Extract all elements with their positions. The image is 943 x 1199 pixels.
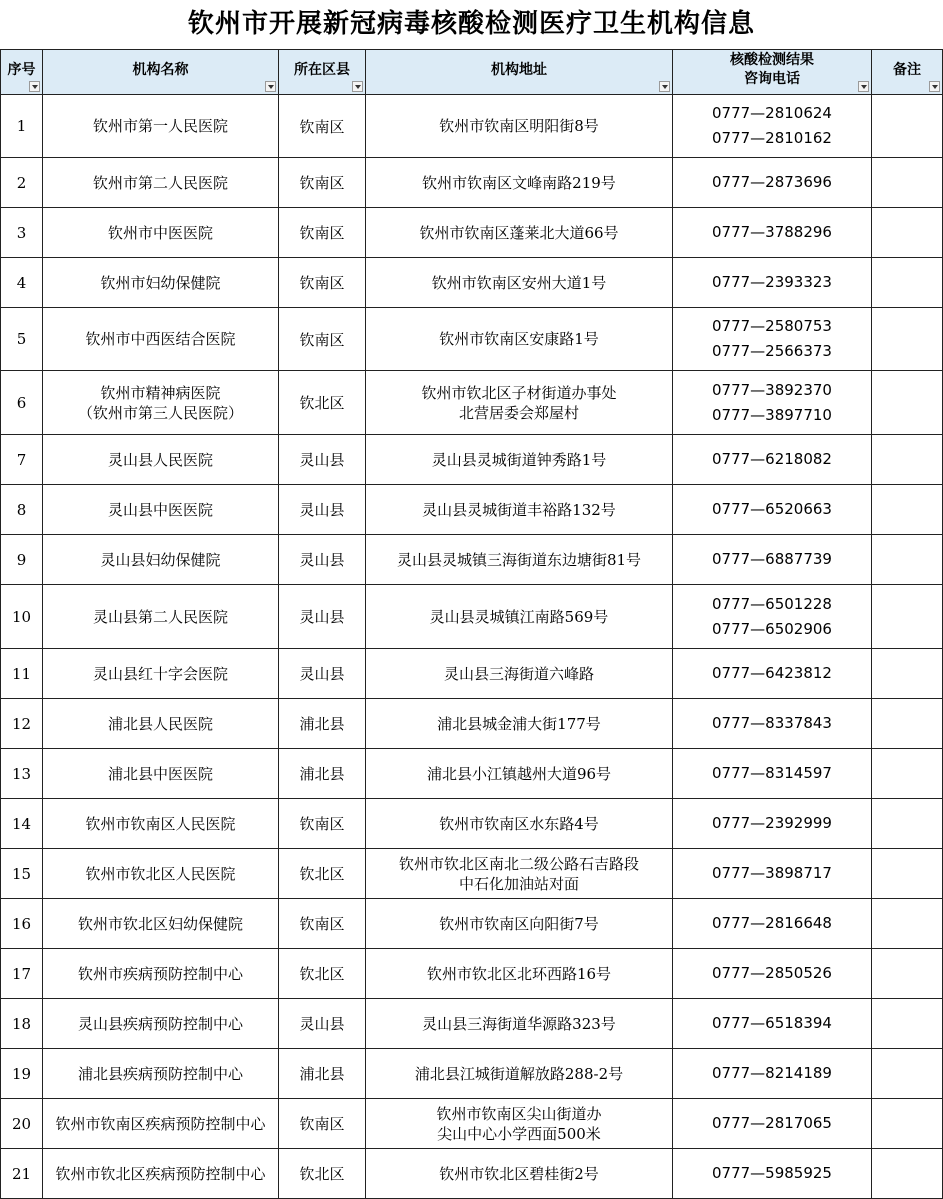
cell-address[interactable] [366,699,673,749]
table-row [1,1049,943,1099]
cell-address[interactable] [366,949,673,999]
phone-number: 0777—8214189 [712,1064,832,1082]
address-line: 灵山县灵城镇三海街道东边塘街81号 [396,550,642,569]
cell-remark[interactable] [872,749,943,799]
row-number: 5 [16,330,27,348]
cell-district[interactable] [279,158,366,208]
cell-district[interactable] [279,208,366,258]
table-row [1,799,943,849]
institution-name-line: 钦州市疾病预防控制中心 [77,964,243,983]
cell-institution-name[interactable] [43,849,279,899]
cell-institution-name[interactable] [43,535,279,585]
header-phone-label-1: 核酸检测结果 [730,52,814,68]
cell-no[interactable] [1,1149,43,1199]
header-name [43,50,279,95]
cell-address[interactable] [366,799,673,849]
district-text: 钦南区 [299,224,345,242]
cell-remark[interactable] [872,1049,943,1099]
district-text: 浦北县 [299,715,345,733]
district-text: 钦北区 [299,865,345,883]
cell-no[interactable] [1,749,43,799]
phone-number: 0777—6218082 [712,450,832,468]
institution-name-line: 浦北县人民医院 [107,714,213,733]
sheet-title: 钦州市开展新冠病毒核酸检测医疗卫生机构信息 [187,9,755,39]
address-line: 钦州市钦南区安康路1号 [439,330,599,348]
cell-phone[interactable] [673,585,872,649]
cell-district[interactable] [279,849,366,899]
institution-name-line: 钦州市精神病医院 [100,383,221,402]
phone-number: 0777—8314597 [712,764,832,782]
address-line: 钦州市钦南区文峰南路219号 [422,173,616,192]
cell-no[interactable] [1,435,43,485]
row-number: 11 [11,664,32,683]
cell-remark[interactable] [872,1099,943,1149]
phone-number: 0777—3892370 [712,380,832,399]
table-row [1,1099,943,1149]
cell-phone[interactable] [673,999,872,1049]
cell-institution-name[interactable] [43,799,279,849]
cell-phone[interactable] [673,1099,872,1149]
filter-dropdown-icon[interactable] [29,81,40,92]
cell-institution-name[interactable] [43,999,279,1049]
cell-no[interactable] [1,208,43,258]
row-number: 16 [11,914,32,933]
header-district [279,50,366,95]
institution-name-line: 灵山县疾病预防控制中心 [77,1014,243,1033]
cell-remark[interactable] [872,95,943,158]
cell-no[interactable] [1,849,43,899]
row-number: 3 [16,223,27,242]
phone-number: 0777—3788296 [712,223,832,241]
cell-district[interactable] [279,649,366,699]
address-line: 中石化加油站对面 [458,874,579,893]
cell-institution-name[interactable] [43,208,279,258]
row-number: 9 [16,550,27,569]
row-number: 13 [11,764,32,783]
row-number: 1 [16,117,27,135]
header-row [1,50,943,95]
cell-institution-name[interactable] [43,1149,279,1199]
cell-district[interactable] [279,799,366,849]
address-line: 钦州市钦北区北环西路16号 [426,964,612,983]
cell-district[interactable] [279,1049,366,1099]
filter-dropdown-icon[interactable] [659,81,670,92]
table-row [1,699,943,749]
cell-remark[interactable] [872,999,943,1049]
table-row [1,371,943,435]
phone-number: 0777—6518394 [712,1014,832,1032]
cell-district[interactable] [279,699,366,749]
table-row [1,95,943,158]
cell-no[interactable] [1,535,43,585]
filter-dropdown-icon[interactable] [265,81,276,92]
header-phone [673,50,872,95]
institution-name-line: 钦州市钦北区疾病预防控制中心 [55,1164,266,1183]
cell-phone[interactable] [673,485,872,535]
cell-no[interactable] [1,485,43,535]
table-row [1,308,943,371]
cell-district[interactable] [279,949,366,999]
institution-name-line: 钦州市钦北区人民医院 [85,864,236,883]
header-name-label: 机构名称 [132,61,189,78]
cell-remark[interactable] [872,435,943,485]
phone-number: 0777—3897710 [712,405,832,424]
cell-address[interactable] [366,1049,673,1099]
phone-number: 0777—6502906 [712,619,832,638]
institution-name-line: 钦州市钦北区妇幼保健院 [77,914,243,933]
cell-remark[interactable] [872,208,943,258]
district-text: 钦南区 [299,330,345,349]
row-number: 17 [11,964,32,983]
cell-district[interactable] [279,485,366,535]
cell-address[interactable] [366,371,673,435]
cell-district[interactable] [279,95,366,158]
cell-phone[interactable] [673,535,872,585]
cell-no[interactable] [1,999,43,1049]
cell-remark[interactable] [872,585,943,649]
cell-address[interactable] [366,208,673,258]
row-number: 10 [11,607,32,626]
row-number: 4 [16,273,27,292]
district-text: 钦南区 [299,117,345,136]
district-text: 钦南区 [299,915,345,933]
table-row [1,258,943,308]
cell-institution-name[interactable] [43,699,279,749]
cell-remark[interactable] [872,158,943,208]
row-number: 20 [11,1114,32,1133]
cell-address[interactable] [366,649,673,699]
table-row [1,949,943,999]
address-line: 灵山县灵城街道钟秀路1号 [431,450,607,469]
header-address-label: 机构地址 [491,61,547,78]
cell-no[interactable] [1,371,43,435]
table-row [1,899,943,949]
cell-remark[interactable] [872,258,943,308]
district-text: 钦南区 [299,174,345,192]
header-no [1,50,43,95]
district-text: 钦南区 [299,815,345,833]
cell-address[interactable] [366,158,673,208]
cell-phone[interactable] [673,899,872,949]
table-row [1,585,943,649]
cell-address[interactable] [366,308,673,371]
address-line: 浦北县小江镇越州大道96号 [426,764,612,783]
institution-name-line: 灵山县中医医院 [107,500,213,519]
cell-no[interactable] [1,585,43,649]
row-number: 2 [16,173,27,192]
cell-phone[interactable] [673,435,872,485]
institution-name-line: 浦北县中医医院 [107,764,213,783]
district-text: 钦南区 [299,274,345,292]
cell-address[interactable] [366,485,673,535]
cell-phone[interactable] [673,208,872,258]
institution-name-line: 钦州市钦南区疾病预防控制中心 [55,1114,266,1133]
row-number: 19 [11,1064,32,1083]
cell-phone[interactable] [673,699,872,749]
cell-phone[interactable] [673,949,872,999]
cell-remark[interactable] [872,849,943,899]
institution-name-line: 钦州市第一人民医院 [92,117,228,135]
institution-name-line: 钦州市第二人民医院 [92,173,228,192]
institution-name-line: 浦北县疾病预防控制中心 [77,1064,243,1083]
cell-district[interactable] [279,1149,366,1199]
cell-district[interactable] [279,1099,366,1149]
header-district-label: 所在区县 [294,61,350,78]
cell-address[interactable] [366,999,673,1049]
cell-address[interactable] [366,1149,673,1199]
cell-institution-name[interactable] [43,308,279,371]
address-line: 钦州市钦南区蓬莱北大道66号 [419,223,619,242]
cell-institution-name[interactable] [43,371,279,435]
phone-number: 0777—2810162 [712,129,832,147]
cell-institution-name[interactable] [43,649,279,699]
header-remark-label: 备注 [893,61,921,78]
cell-phone[interactable] [673,308,872,371]
cell-address[interactable] [366,899,673,949]
cell-district[interactable] [279,435,366,485]
district-text: 灵山县 [299,1015,345,1033]
cell-remark[interactable] [872,699,943,749]
phone-number: 0777—2810624 [712,104,832,122]
address-line: 钦州市钦南区安州大道1号 [431,273,607,292]
table-row [1,485,943,535]
cell-no[interactable] [1,258,43,308]
address-line: 尖山中心小学西面500米 [437,1124,601,1143]
cell-no[interactable] [1,1099,43,1149]
address-line: 灵山县三海街道六峰路 [443,664,594,683]
row-number: 12 [11,714,32,733]
table-row [1,649,943,699]
filter-dropdown-icon[interactable] [858,81,869,92]
phone-number: 0777—2580753 [712,317,832,335]
cell-phone[interactable] [673,1049,872,1099]
cell-institution-name[interactable] [43,749,279,799]
institution-name-line: 钦州市中医医院 [107,223,213,242]
phone-number: 0777—3898717 [712,864,832,882]
cell-remark[interactable] [872,308,943,371]
cell-phone[interactable] [673,799,872,849]
cell-institution-name[interactable] [43,158,279,208]
cell-remark[interactable] [872,649,943,699]
phone-number: 0777—6423812 [712,664,832,682]
header-no-label: 序号 [7,61,36,78]
cell-phone[interactable] [673,1149,872,1199]
address-line: 钦州市钦北区子材街道办事处 [421,383,617,402]
row-number: 14 [11,814,32,833]
district-text: 浦北县 [299,765,345,783]
cell-no[interactable] [1,799,43,849]
table-row [1,208,943,258]
header-phone-label-2: 咨询电话 [744,71,800,87]
cell-address[interactable] [366,535,673,585]
cell-phone[interactable] [673,749,872,799]
cell-institution-name[interactable] [43,485,279,535]
phone-number: 0777—2816648 [712,914,832,932]
cell-remark[interactable] [872,371,943,435]
cell-address[interactable] [366,95,673,158]
cell-district[interactable] [279,749,366,799]
district-text: 灵山县 [299,665,345,683]
phone-number: 0777—6887739 [712,550,832,568]
institution-name-line: 灵山县红十字会医院 [92,664,228,683]
phone-number: 0777—2850526 [712,964,832,982]
cell-no[interactable] [1,158,43,208]
cell-no[interactable] [1,95,43,158]
phone-number: 0777—6520663 [712,500,832,518]
institution-table [0,49,943,1199]
district-text: 钦北区 [299,394,345,412]
institution-name-line: 钦州市中西医结合医院 [85,330,236,348]
address-line: 北营居委会郑屋村 [458,403,579,422]
cell-institution-name[interactable] [43,95,279,158]
phone-number: 0777—2817065 [712,1114,832,1132]
cell-district[interactable] [279,371,366,435]
institution-name-line: 灵山县第二人民医院 [92,607,228,626]
district-text: 钦北区 [299,965,345,983]
cell-phone[interactable] [673,158,872,208]
cell-phone[interactable] [673,371,872,435]
phone-number: 0777—6501228 [712,594,832,613]
district-text: 浦北县 [299,1065,345,1083]
cell-no[interactable] [1,899,43,949]
district-text: 灵山县 [299,551,345,569]
table-row [1,1149,943,1199]
address-line: 钦州市钦北区碧桂街2号 [439,1164,599,1183]
address-line: 钦州市钦南区向阳街7号 [439,914,599,933]
address-line: 灵山县三海街道华源路323号 [422,1014,616,1033]
cell-institution-name[interactable] [43,435,279,485]
table-row [1,749,943,799]
row-number: 6 [16,393,27,412]
header-address [366,50,673,95]
row-number: 15 [11,864,32,883]
filter-dropdown-icon[interactable] [929,81,940,92]
cell-no[interactable] [1,1049,43,1099]
district-text: 钦南区 [299,1115,345,1133]
table-body [1,95,943,1199]
cell-phone[interactable] [673,258,872,308]
address-line: 钦州市钦南区水东路4号 [439,814,599,833]
cell-address[interactable] [366,849,673,899]
cell-remark[interactable] [872,899,943,949]
institution-name-line: （钦州市第三人民医院） [77,403,243,422]
district-text: 灵山县 [299,608,345,626]
table-row [1,849,943,899]
phone-number: 0777—2393323 [712,273,832,291]
header-remark [872,50,943,95]
cell-remark[interactable] [872,1149,943,1199]
cell-phone[interactable] [673,95,872,158]
cell-institution-name[interactable] [43,899,279,949]
cell-phone[interactable] [673,649,872,699]
cell-address[interactable] [366,749,673,799]
cell-address[interactable] [366,435,673,485]
cell-no[interactable] [1,949,43,999]
district-text: 钦北区 [299,1165,345,1183]
cell-remark[interactable] [872,535,943,585]
row-number: 8 [16,500,27,519]
institution-name-line: 钦州市妇幼保健院 [100,273,221,292]
address-line: 浦北县城金浦大街177号 [437,714,601,733]
institution-name-line: 钦州市钦南区人民医院 [85,814,236,833]
table-row [1,535,943,585]
cell-address[interactable] [366,585,673,649]
cell-address[interactable] [366,1099,673,1149]
cell-remark[interactable] [872,949,943,999]
cell-institution-name[interactable] [43,949,279,999]
address-line: 钦州市钦南区尖山街道办 [436,1104,602,1123]
institution-name-line: 灵山县人民医院 [107,450,213,469]
address-line: 灵山县灵城镇江南路569号 [429,607,609,626]
cell-district[interactable] [279,899,366,949]
cell-district[interactable] [279,258,366,308]
cell-remark[interactable] [872,485,943,535]
row-number: 7 [16,450,27,469]
address-line: 钦州市钦南区明阳街8号 [439,117,599,135]
cell-no[interactable] [1,649,43,699]
cell-district[interactable] [279,308,366,371]
table-row [1,999,943,1049]
cell-institution-name[interactable] [43,258,279,308]
table-row [1,435,943,485]
district-text: 灵山县 [299,451,345,469]
table-row [1,158,943,208]
cell-no[interactable] [1,699,43,749]
cell-no[interactable] [1,308,43,371]
cell-institution-name[interactable] [43,1099,279,1149]
phone-number: 0777—5985925 [712,1164,832,1182]
filter-dropdown-icon[interactable] [352,81,363,92]
phone-number: 0777—2873696 [712,173,832,191]
cell-institution-name[interactable] [43,585,279,649]
cell-institution-name[interactable] [43,1049,279,1099]
row-number: 21 [11,1164,32,1183]
cell-district[interactable] [279,585,366,649]
district-text: 灵山县 [299,501,345,519]
address-line: 浦北县江城街道解放路288-2号 [414,1064,624,1083]
phone-number: 0777—8337843 [712,714,832,732]
cell-phone[interactable] [673,849,872,899]
cell-district[interactable] [279,999,366,1049]
cell-district[interactable] [279,535,366,585]
cell-address[interactable] [366,258,673,308]
row-number: 18 [11,1014,32,1033]
institution-name-line: 灵山县妇幼保健院 [100,550,221,569]
cell-remark[interactable] [872,799,943,849]
phone-number: 0777—2392999 [712,814,832,832]
phone-number: 0777—2566373 [712,342,832,360]
address-line: 灵山县灵城街道丰裕路132号 [422,500,616,519]
address-line: 钦州市钦北区南北二级公路石吉路段 [398,854,639,873]
